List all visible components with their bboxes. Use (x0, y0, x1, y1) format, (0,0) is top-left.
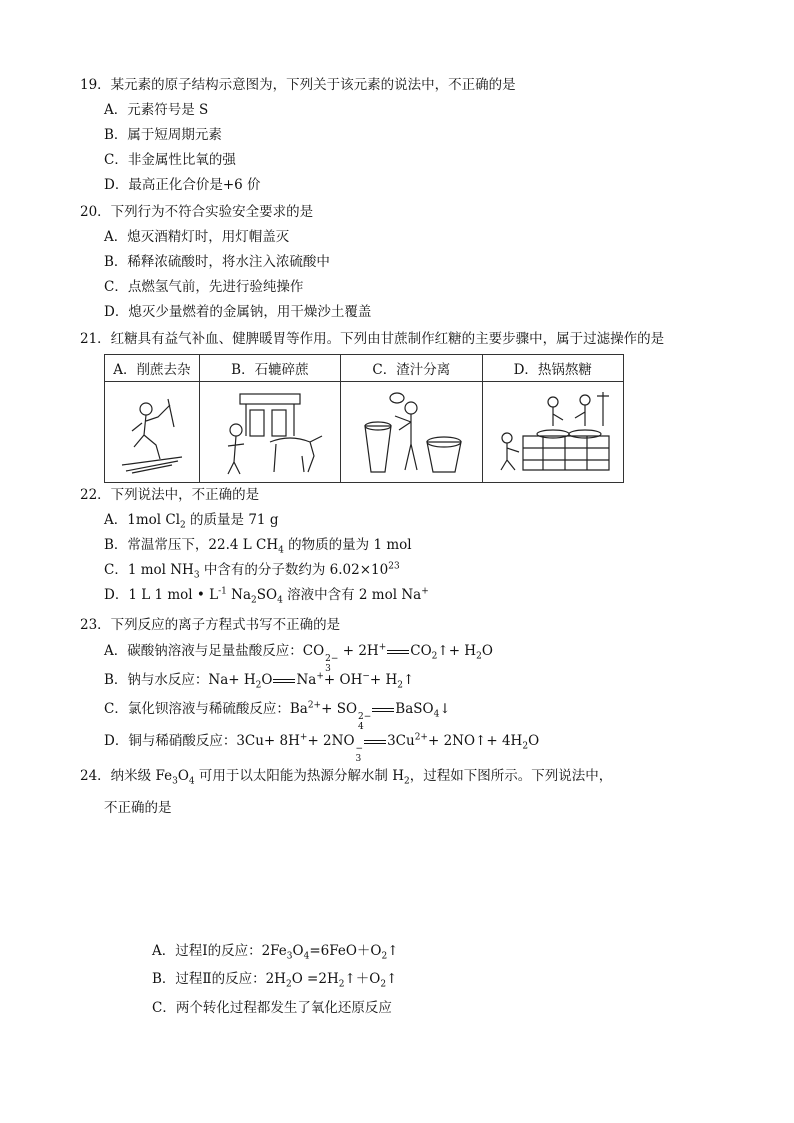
q20-stem: 20．下列行为不符合实验安全要求的是 (80, 204, 314, 220)
q23-option-d: D．铜与稀硝酸反应：3Cu+ 8H++ 2NO − 3 $3Cu^{2+}+$ 2NO↑+ $4H_2O$ (104, 732, 540, 764)
q24-option-c: C．两个转化过程都发生了氧化还原反应 (152, 1000, 392, 1016)
q24-stem-continued: 不正确的是 (104, 800, 172, 816)
q20-option-a: A．熄灭酒精灯时，用灯帽盖灭 (104, 229, 290, 245)
q22-option-d: D．1 L 1 mol • $L^{-1}$ $Na_2SO_4$ 溶液中含有 2 mol Na+ (104, 586, 429, 606)
q21-image-a (105, 382, 200, 483)
q21-image-d (482, 382, 623, 483)
q23-option-b: B．钠与水反应：$Na+ H_2O$ $Na^++ OH^-+ H_2↑$ (104, 671, 415, 691)
separating-juice-illustration (351, 386, 471, 478)
q21-header-c: C．渣汁分离 (341, 355, 482, 382)
q24-option-a: A．过程Ⅰ的反应：$2Fe_3O_4=6FeO+O_2↑$ (152, 943, 399, 962)
q20-option-d: D．熄灭少量燃着的金属钠，用干燥沙土覆盖 (104, 304, 372, 320)
q22-stem: 22．下列说法中，不正确的是 (80, 487, 260, 503)
q22-option-c: C．1 mol $NH_3$ 中含有的分子数约为 $6.02\times 10^{23}$ (104, 561, 400, 581)
q21-header-b: B．石辘碎蔗 (199, 355, 340, 382)
q19-option-d: D．最高正化合价是+6 价 (104, 177, 261, 193)
q23-option-a: A．碳酸钠溶液与足量盐酸反应：CO 2− 3 + 2H+ $CO_2↑+ H_2O$ (104, 642, 493, 674)
q19-option-b: B．属于短周期元素 (104, 127, 222, 143)
q24-option-b: B．过程Ⅱ的反应：$2H_2O$ $=2H_2↑+O_2↑$ (152, 971, 398, 990)
q19-stem: 19．某元素的原子结构示意图为，下列关于该元素的说法中，不正确的是 (80, 77, 516, 93)
q20-option-b: B．稀释浓硫酸时，将水注入浓硫酸中 (104, 254, 330, 270)
q20-option-c: C．点燃氢气前，先进行验纯操作 (104, 279, 304, 295)
q21-image-c (341, 382, 482, 483)
q21-header-a: A．削蔗去杂 (105, 355, 200, 382)
q22-option-a: A．1mol $Cl_2$ 的质量是 71 g (104, 512, 279, 531)
crushing-cane-illustration (210, 386, 330, 478)
q21-image-b (199, 382, 340, 483)
q23-option-c: C．氯化钡溶液与稀硫酸反应：$Ba^{2+}+$ SO 2− 4 BaSO$_4$↓ (104, 700, 451, 732)
q19-option-c: C．非金属性比氧的强 (104, 152, 236, 168)
boiling-sugar-illustration (493, 386, 613, 478)
q21-header-d: D．热锅熬糖 (482, 355, 623, 382)
q23-stem: 23．下列反应的离子方程式书写不正确的是 (80, 617, 341, 633)
q22-option-b: B．常温常压下，22.4 L $CH_4$ 的物质的量为 1 mol (104, 537, 412, 556)
q19-option-a: A．元素符号是 S (104, 102, 209, 118)
q21-table (104, 354, 624, 483)
peeling-cane-illustration (112, 387, 192, 477)
q24-stem: 24．纳米级 $Fe_3O_4$ 可用于以太阳能为热源分解水制 $H_2$，过程如下图所示。下列说法中， (80, 768, 613, 787)
q21-stem: 21．红糖具有益气补血、健脾暖胃等作用。下列由甘蔗制作红糖的主要步骤中，属于过滤操作的是 (80, 331, 665, 347)
